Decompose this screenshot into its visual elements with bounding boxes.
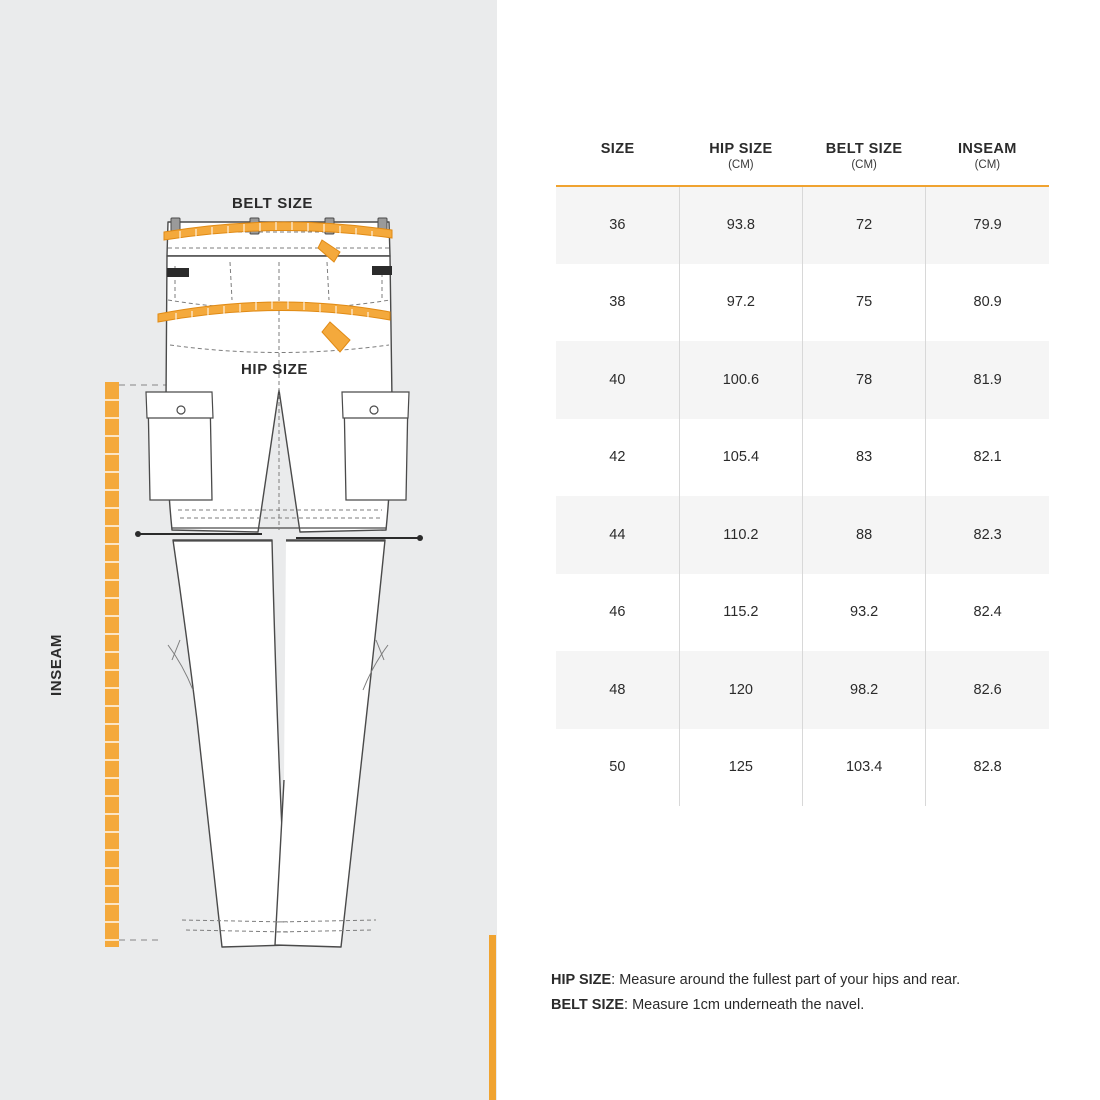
note-belt-size [551, 993, 1071, 1018]
illustration-panel [0, 0, 497, 1100]
cell-inseam: 81.9 [926, 341, 1049, 419]
cell-size: 44 [556, 496, 679, 574]
table-row [556, 651, 1049, 729]
table-row [556, 186, 1049, 264]
header-hip-size [679, 140, 802, 186]
cell-belt-size: 88 [803, 496, 926, 574]
measurements-panel [497, 0, 1100, 1100]
table-row [556, 341, 1049, 419]
table-head [556, 140, 1049, 186]
table-row [556, 419, 1049, 497]
note-hip-size [551, 968, 1071, 993]
table-body [556, 186, 1049, 806]
cell-inseam: 82.4 [926, 574, 1049, 652]
table-row [556, 574, 1049, 652]
cell-hip-size: 110.2 [679, 496, 802, 574]
header-inseam-unit: (CM) [974, 159, 1001, 172]
cell-inseam: 80.9 [926, 264, 1049, 342]
hip-size-label: HIP SIZE [241, 361, 309, 378]
cell-hip-size: 115.2 [679, 574, 802, 652]
cell-size: 46 [609, 604, 626, 621]
table-row [556, 264, 1049, 342]
cell-belt-size: 72 [803, 186, 926, 264]
size-table [556, 140, 1049, 806]
cell-belt-size: 98.2 [803, 651, 926, 729]
cell-hip-size: 120 [679, 651, 802, 729]
cell-hip-size: 105.4 [679, 419, 802, 497]
cell-inseam: 82.3 [926, 496, 1049, 574]
cell-size: 50 [609, 759, 626, 776]
note-hip-size-text: : Measure around the fullest part of your hips and rear. [611, 972, 961, 988]
header-belt-size-main: BELT SIZE [825, 141, 903, 157]
table-header-row [556, 140, 1049, 186]
cell-hip-size: 125 [679, 729, 802, 807]
size-table-wrapper [556, 140, 1049, 806]
belt-size-label: BELT SIZE [232, 195, 313, 212]
cell-hip-size: 100.6 [679, 341, 802, 419]
cell-hip-size: 93.8 [679, 186, 802, 264]
cell-inseam: 82.1 [926, 419, 1049, 497]
cell-size: 42 [609, 449, 626, 466]
cell-belt-size: 83 [803, 419, 926, 497]
cell-belt-size: 103.4 [803, 729, 926, 807]
table-row [556, 729, 1049, 807]
note-hip-size-term: HIP SIZE [551, 972, 612, 988]
cell-belt-size: 78 [803, 341, 926, 419]
cell-size: 48 [556, 651, 679, 729]
inseam-label: INSEAM [48, 634, 65, 696]
cell-size: 36 [556, 186, 679, 264]
header-belt-size-unit: (CM) [851, 159, 877, 172]
table-row [556, 496, 1049, 574]
header-inseam [926, 140, 1049, 186]
header-inseam-main: INSEAM [957, 141, 1017, 157]
note-belt-size-text: : Measure 1cm underneath the navel. [624, 997, 865, 1014]
cell-size: 40 [556, 341, 679, 419]
cell-hip-size: 97.2 [679, 264, 802, 342]
header-size-main: SIZE [600, 141, 635, 157]
header-hip-size-main: HIP SIZE [709, 141, 773, 157]
cell-size: 38 [609, 294, 626, 311]
cell-inseam: 82.6 [926, 651, 1049, 729]
trousers-technical-drawing [0, 0, 497, 1100]
cell-inseam: 82.8 [926, 729, 1049, 807]
measurement-notes [551, 968, 1071, 1019]
cell-inseam: 79.9 [926, 186, 1049, 264]
accent-bar [489, 935, 496, 1100]
header-hip-size-unit: (CM) [728, 159, 754, 172]
header-size [556, 140, 679, 186]
cell-belt-size: 75 [803, 264, 926, 342]
note-belt-size-term: BELT SIZE [551, 997, 625, 1014]
cell-belt-size: 93.2 [803, 574, 926, 652]
header-belt-size [803, 140, 926, 186]
